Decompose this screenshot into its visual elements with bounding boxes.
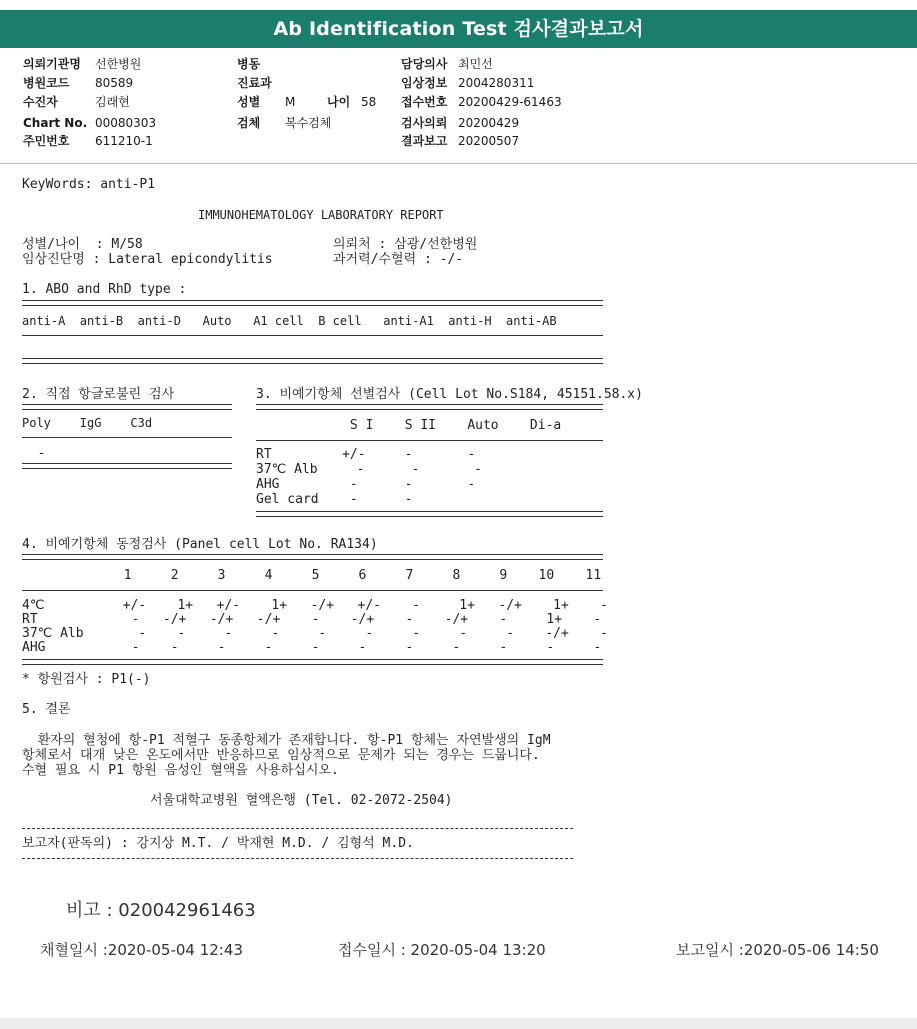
double-rule (22, 358, 603, 364)
screening-row: AHG - - - (256, 477, 476, 492)
info-label: 병동 (237, 57, 261, 71)
diagnosis: 임상진단명 : Lateral epicondylitis (22, 252, 273, 267)
info-row (237, 76, 272, 90)
info-value: 20200429 (458, 116, 520, 130)
info-value: 20200429-61463 (458, 95, 562, 109)
screening-row: Gel card - - (256, 492, 413, 507)
info-label: 접수번호 (401, 95, 448, 109)
blood-bank-contact: 서울대학교병원 혈액은행 (Tel. 02-2072-2504) (150, 793, 453, 808)
section-screening-title: 3. 비예기항체 선별검사 (Cell Lot No.S184, 45151.58.x) (256, 387, 643, 402)
antigen-test: * 항원검사 : P1(-) (22, 672, 151, 687)
info-row (401, 116, 520, 130)
info-divider (0, 163, 917, 164)
single-rule (22, 335, 603, 336)
double-rule (22, 659, 603, 665)
info-label: 주민번호 (23, 134, 70, 148)
section-dat-title: 2. 직접 항글로불린 검사 (22, 387, 175, 402)
single-rule (22, 590, 603, 591)
keywords: KeyWords: anti-P1 (22, 177, 156, 192)
abo-table-header: anti-A anti-B anti-D Auto A1 cell B cell anti-A1 anti-H anti-AB (22, 314, 557, 328)
panel-row: AHG - - - - - - - - - - - (22, 640, 602, 655)
dat-table-header: Poly IgG C3d (22, 416, 153, 430)
reporter: 보고자(판독의) : 강지상 M.T. / 박재현 M.D. / 김형석 M.D. (22, 836, 414, 851)
screening-row: RT +/- - - (256, 447, 476, 462)
panel-row: 4℃ +/- 1+ +/- 1+ -/+ +/- - 1+ -/+ 1+ - (22, 598, 608, 613)
double-rule (256, 404, 603, 410)
info-row (23, 57, 142, 71)
screening-row: 37℃ Alb - - - (256, 462, 482, 477)
info-row (401, 134, 520, 148)
info-label: 수진자 (23, 95, 58, 109)
info-row (237, 116, 332, 130)
report-title: Ab Identification Test 검사결과보고서 (0, 10, 917, 48)
info-value: 80589 (95, 76, 134, 90)
screening-table-header: S I S II Auto Di-a (256, 418, 562, 433)
single-rule (22, 437, 232, 438)
section-conclusion-title: 5. 결론 (22, 702, 71, 717)
sex-age: 성별/나이 : M/58 (22, 237, 143, 252)
panel-table-header: 1 2 3 4 5 6 7 8 9 10 11 (22, 568, 602, 583)
info-label: 임상정보 (401, 76, 448, 90)
info-value: 최민선 (458, 57, 493, 71)
info-row (237, 57, 260, 71)
info-value: 2004280311 (458, 76, 535, 90)
info-value: 선한병원 (95, 57, 142, 71)
conclusion-line: 환자의 혈청에 항-P1 적혈구 동종항체가 존재합니다. 항-P1 항체는 자연발생의 IgM (22, 733, 551, 748)
info-label: Chart No. (23, 116, 88, 130)
info-value: 김래현 (95, 95, 130, 109)
remark: 비고 : 020042961463 (66, 900, 256, 921)
info-value: 20200507 (458, 134, 520, 148)
panel-row: 37℃ Alb - - - - - - - - - -/+ - (22, 626, 608, 641)
info-row (401, 57, 493, 71)
info-row (23, 134, 153, 148)
double-rule (22, 300, 603, 306)
info-row (401, 95, 562, 109)
info-row (23, 116, 157, 130)
info-label: 담당의사 (401, 57, 448, 71)
info-value: 00080303 (95, 116, 157, 130)
info-value: 611210-1 (95, 134, 153, 148)
conclusion-line: 항체로서 대개 낮은 온도에서만 반응하므로 임상적으로 문제가 되는 경우는 드뭅니다. (22, 748, 540, 763)
conclusion-line: 수혈 필요 시 P1 항원 음성인 혈액을 사용하십시오. (22, 763, 339, 778)
info-row (237, 95, 377, 109)
receipt-datetime: 접수일시 : 2020-05-04 13:20 (338, 941, 546, 959)
info-value: 58 (361, 95, 377, 109)
requester: 의뢰처 : 삼광/선한병원 (333, 237, 478, 252)
info-label: 검사의뢰 (401, 116, 448, 130)
info-label: 성별 (237, 95, 261, 109)
bottom-band (0, 1018, 917, 1029)
double-rule (256, 511, 603, 517)
report-datetime: 보고일시 :2020-05-06 14:50 (676, 941, 879, 959)
dashed-rule (22, 858, 573, 859)
double-rule (22, 463, 232, 469)
double-rule (22, 554, 603, 560)
info-label: 결과보고 (401, 134, 448, 148)
info-value: M (285, 95, 296, 109)
info-value: 복수검체 (285, 116, 332, 130)
transfusion-history: 과거력/수혈력 : -/- (333, 252, 464, 267)
double-rule (22, 404, 232, 410)
info-row (23, 76, 134, 90)
info-row (23, 95, 130, 109)
info-label: 나이 (327, 95, 351, 109)
info-label: 진료과 (237, 76, 272, 90)
panel-row: RT - -/+ -/+ -/+ - -/+ - -/+ - 1+ - (22, 612, 602, 627)
section-abo-title: 1. ABO and RhD type : (22, 282, 187, 297)
info-label: 검체 (237, 116, 261, 130)
dat-result: - (22, 446, 46, 461)
dashed-rule (22, 828, 573, 829)
report-heading: IMMUNOHEMATOLOGY LABORATORY REPORT (198, 208, 444, 222)
single-rule (256, 440, 603, 441)
info-row (401, 76, 535, 90)
section-panel-title: 4. 비예기항체 동정검사 (Panel cell Lot No. RA134) (22, 537, 378, 552)
info-label: 병원코드 (23, 76, 70, 90)
info-label: 의뢰기관명 (23, 57, 81, 71)
collection-datetime: 채혈일시 :2020-05-04 12:43 (40, 941, 243, 959)
